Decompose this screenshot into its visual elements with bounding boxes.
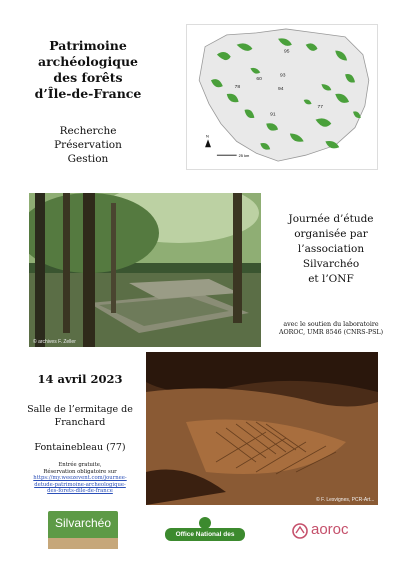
place-line: Salle de l’ermitage de <box>27 404 133 415</box>
map-label: 94 <box>278 87 284 93</box>
title-line: Patrimoine <box>49 38 127 53</box>
aoroc-logo <box>287 519 367 543</box>
event-date: 14 avril 2023 <box>37 372 123 386</box>
aoroc-symbol-icon <box>291 522 309 540</box>
event-line: et l’ONF <box>308 273 354 285</box>
rock-engraving-photo <box>146 352 378 505</box>
subtitle-line: Recherche <box>59 125 117 137</box>
registration-info <box>18 462 142 495</box>
subtitle-line: Gestion <box>67 153 109 165</box>
title-line: des forêts <box>53 70 123 85</box>
silvarcheo-logo <box>48 511 118 549</box>
title-line: archéologique <box>37 54 139 69</box>
map-label: 60 <box>256 77 262 83</box>
onf-logo <box>165 517 245 551</box>
subtitle-line: Préservation <box>54 139 122 151</box>
page-title <box>18 38 158 102</box>
registration-link[interactable]: https://my.weezevent.com/journee- detude-patrimoine-archeologique- des-forets-dile-de-france <box>33 475 127 495</box>
event-line: l’association <box>297 243 365 255</box>
aoroc-logo-text: aoroc <box>311 521 349 538</box>
forest-photo <box>29 193 261 347</box>
event-line: organisée par <box>294 228 368 240</box>
map-label: 95 <box>283 49 290 55</box>
event-city: Fontainebleau (77) <box>34 442 126 453</box>
silvarcheo-logo-text: Silvarchéo <box>54 516 112 530</box>
info-line: Entrée gratuite, <box>58 462 102 468</box>
place-line: Franchard <box>54 416 106 428</box>
north-arrow-icon <box>205 133 211 147</box>
event-line: Journée d’étude <box>288 213 374 225</box>
event-description <box>272 212 390 287</box>
map-label: 93 <box>280 73 286 79</box>
support-line: AOROC, UMR 8546 (CNRS-PSL) <box>278 329 384 336</box>
photo-credit: © archives F. Zeller <box>33 339 76 345</box>
title-line: d’Île-de-France <box>34 86 142 101</box>
onf-logo-text: Office National des Forêts <box>165 528 245 541</box>
event-place <box>18 404 142 429</box>
logo-strip <box>48 538 118 549</box>
map-label: 77 <box>317 104 323 110</box>
forest-map <box>186 24 378 170</box>
info-line: Réservation obligatoire sur <box>43 468 117 475</box>
scale-label: 25 km <box>238 153 250 159</box>
map-label: 78 <box>234 85 241 91</box>
map-label: 91 <box>270 112 276 118</box>
support-note <box>266 321 396 337</box>
svg-text:N: N <box>206 133 209 139</box>
event-line: Silvarchéo <box>302 258 360 270</box>
support-line: avec le soutien du laboratoire <box>283 321 379 328</box>
photo-credit: © F. Lesvignes, PCR-Art... <box>316 497 375 503</box>
subtitle <box>18 124 158 166</box>
